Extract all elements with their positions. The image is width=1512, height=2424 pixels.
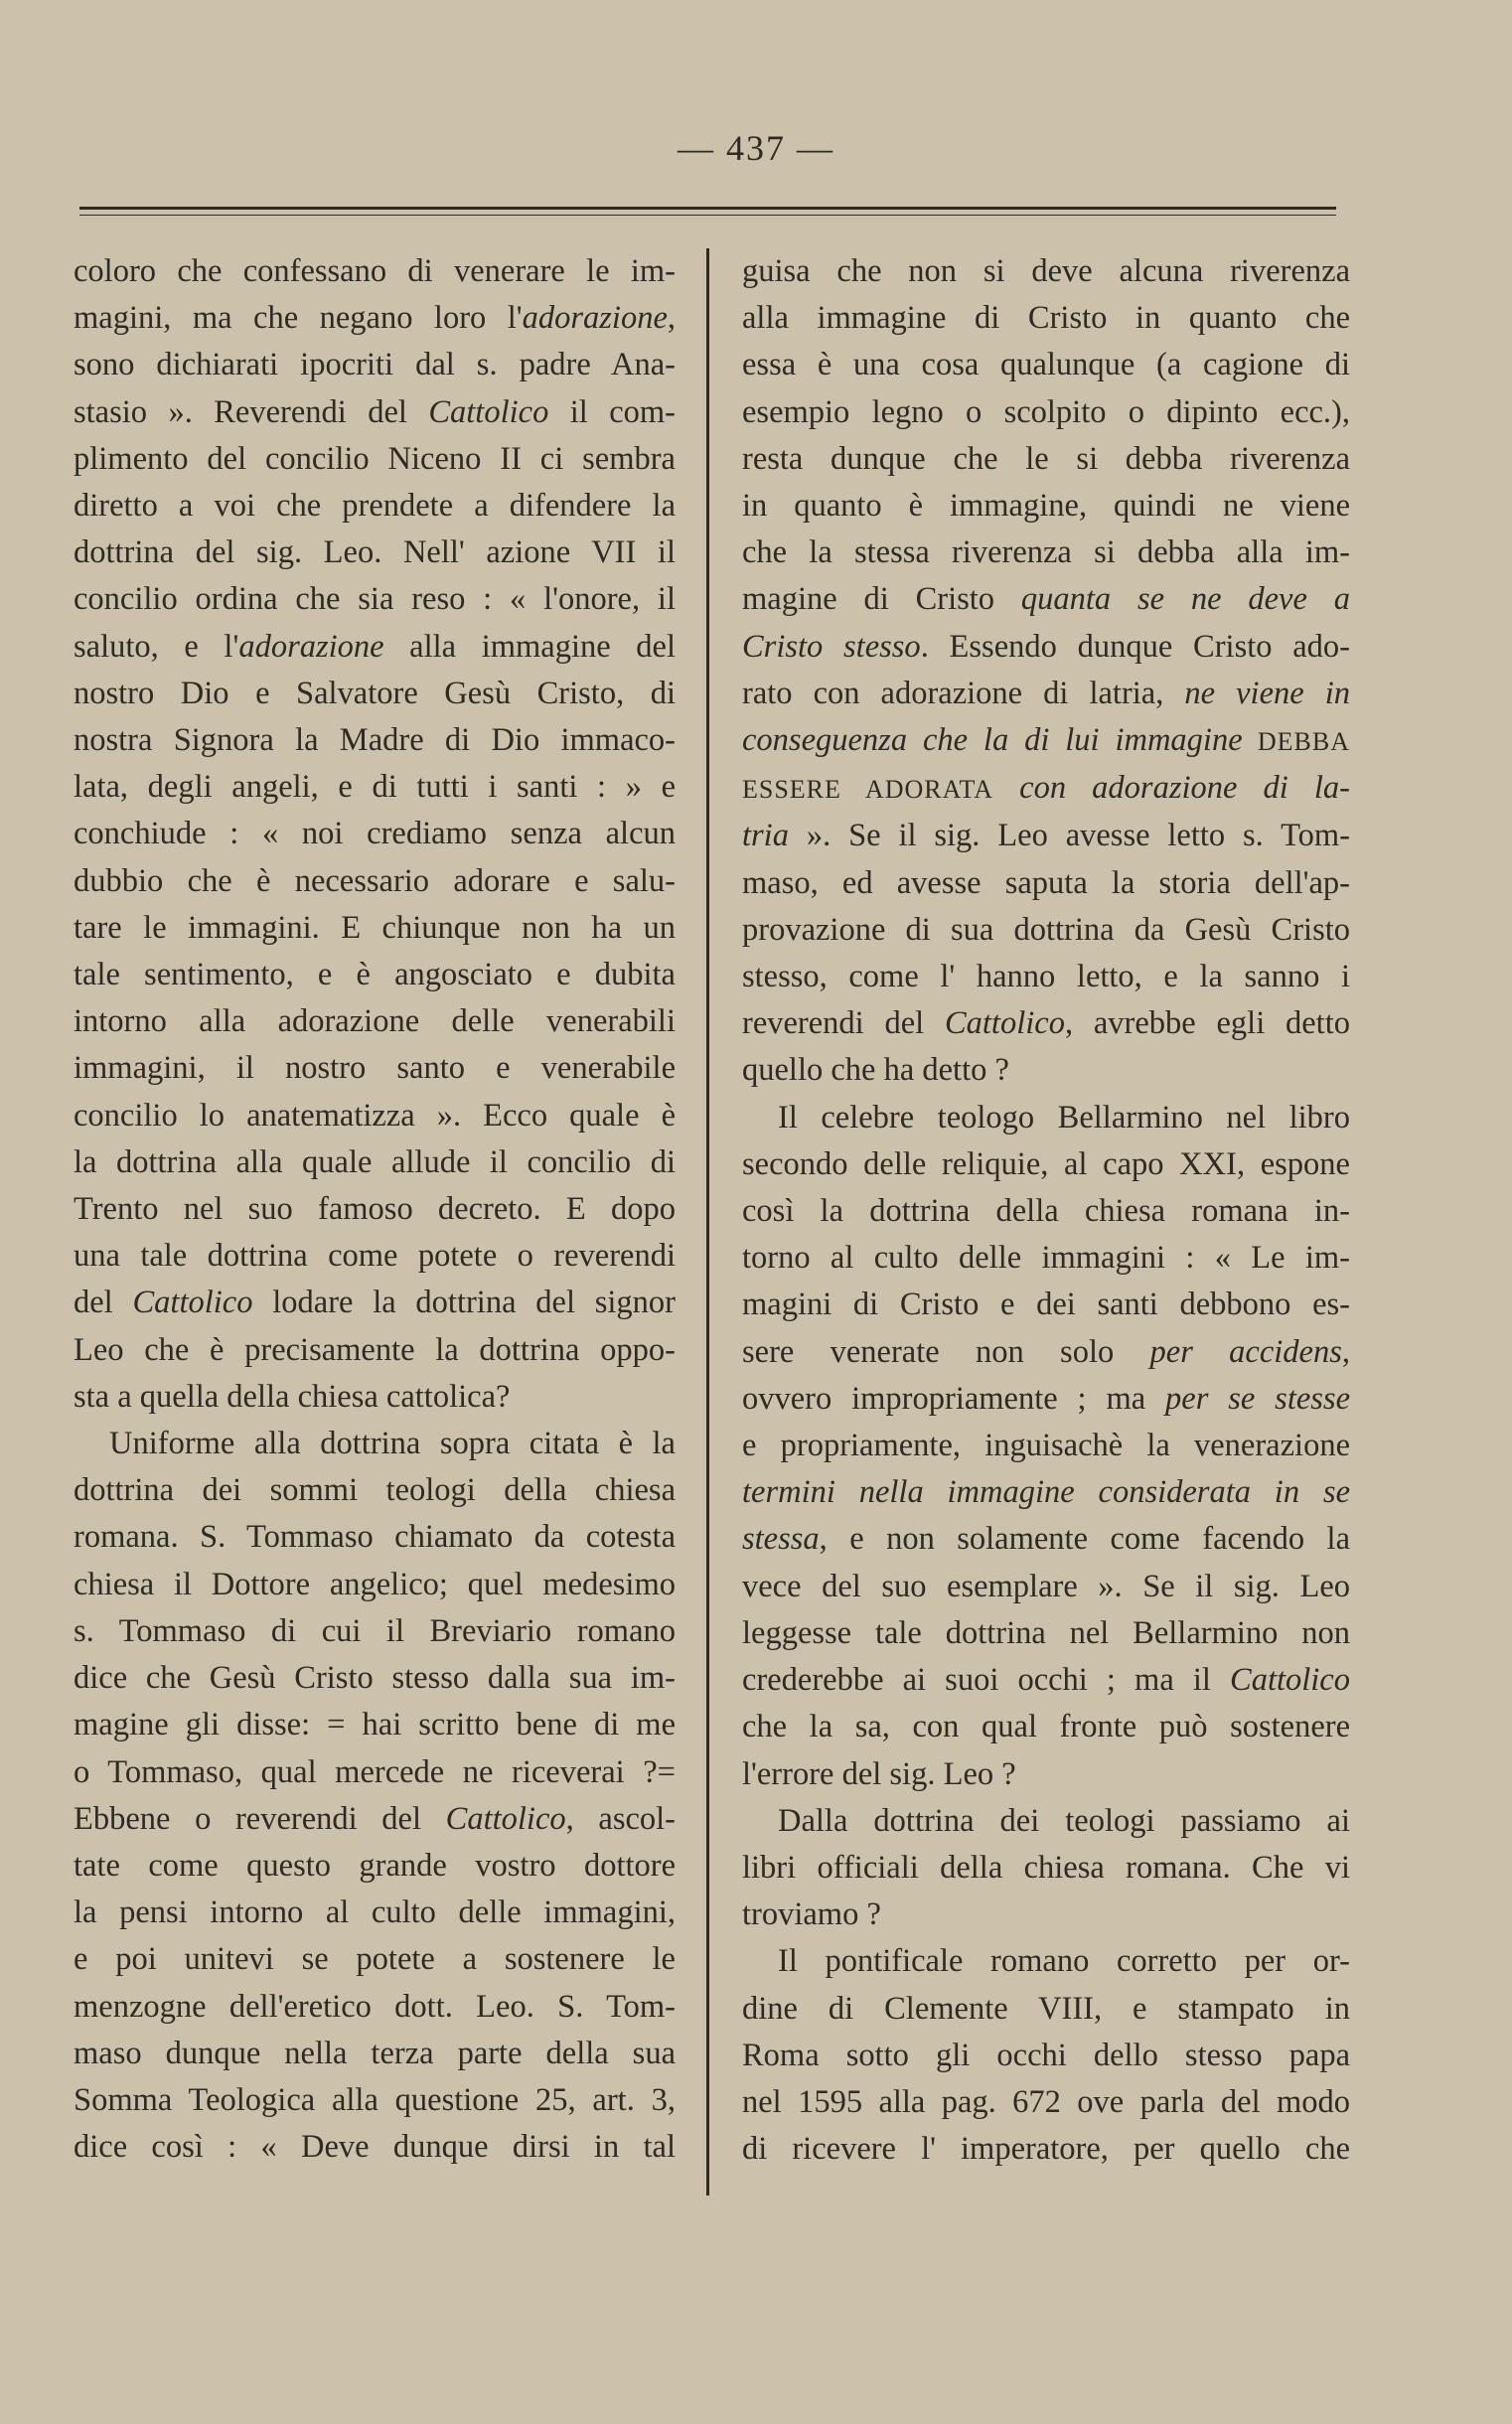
text-run: crederebbe ai suoi occhi ; ma il: [742, 1662, 1231, 1699]
text-run: nel 1595 alla pag. 672 ove parla del modo: [742, 2083, 1350, 2120]
italic-run: per se stesse: [1165, 1380, 1350, 1417]
text-run: Dalla dottrina dei teologi passiamo ai: [778, 1802, 1350, 1839]
right-column-line: [742, 1798, 1350, 1845]
text-run: lata, degli angeli, e di tutti i santi : » e: [74, 769, 676, 806]
text-run: e poi unitevi se potete a sostenere le: [74, 1941, 676, 1978]
left-column-line: [74, 1984, 676, 2031]
left-text-column: [74, 248, 676, 2171]
text-run: tare le immagini. E chiunque non ha un: [74, 909, 676, 946]
left-column-line: [74, 811, 676, 857]
text-run: , avrebbe egli detto: [1064, 1005, 1350, 1042]
text-run: rato con adorazione di latria,: [742, 675, 1185, 711]
page-number: — 437 —: [678, 128, 834, 168]
italic-run: Cristo stesso: [742, 628, 921, 665]
text-run: così la dottrina della chiesa romana in-: [742, 1193, 1350, 1230]
left-column-line: [74, 1421, 676, 1467]
text-run: tate come questo grande vostro dottore: [74, 1847, 676, 1884]
text-run: leggesse tale dottrina nel Bellarmino non: [742, 1614, 1350, 1651]
text-run: vece del suo esemplare ». Se il sig. Leo: [742, 1568, 1350, 1604]
left-column-line: [74, 1655, 676, 1702]
text-run: magine gli disse: = hai scritto bene di me: [74, 1707, 676, 1743]
left-column-line: [74, 624, 676, 671]
text-run: Uniforme alla dottrina sopra citata è la: [109, 1426, 676, 1462]
text-run: stesso, come l' hanno letto, e la sanno i: [742, 959, 1350, 995]
right-column-line: [742, 2126, 1350, 2173]
left-column-line: [74, 1936, 676, 1983]
text-run: del: [74, 1285, 133, 1321]
text-run: ,: [1341, 1333, 1350, 1370]
text-run: Il celebre teologo Bellarmino nel libro: [778, 1099, 1350, 1136]
left-column-line: [74, 764, 676, 811]
text-run: tale sentimento, e è angosciato e dubita: [74, 957, 676, 993]
text-run: e propriamente, inguisachè la venerazione: [742, 1428, 1350, 1464]
left-column-line: [74, 952, 676, 998]
text-run: troviamo ?: [742, 1896, 881, 1933]
italic-run: adorazione: [522, 300, 668, 337]
text-run: Leo che è precisamente la dottrina oppo-: [74, 1331, 676, 1368]
text-run: libri officiali della chiesa romana. Che vi: [742, 1849, 1350, 1886]
right-column-line: [742, 907, 1350, 954]
text-run: guisa che non si deve alcuna riverenza: [742, 253, 1350, 289]
right-column-line: [742, 671, 1350, 717]
text-run: dice che Gesù Cristo stesso dalla sua im-: [74, 1660, 676, 1697]
left-column-line: [74, 1562, 676, 1608]
right-column-line: [742, 1329, 1350, 1376]
text-run: in quanto è immagine, quindi ne viene: [742, 488, 1350, 525]
right-column-line: [742, 1000, 1350, 1047]
left-column-line: [74, 1890, 676, 1936]
text-run: dice così : « Deve dunque dirsi in tal: [74, 2129, 676, 2166]
right-column-line: [742, 389, 1350, 436]
italic-run: quanta se ne deve a: [1020, 581, 1350, 618]
right-column-line: [742, 1657, 1350, 1704]
text-run: la dottrina alla quale allude il concilio di: [74, 1143, 676, 1180]
italic-run: Cattolico: [944, 1005, 1065, 1042]
left-column-line: [74, 1374, 676, 1421]
right-column-line: [742, 295, 1350, 342]
text-run: che la sa, con qual fronte può sostenere: [742, 1709, 1350, 1745]
text-run: nostro Dio e Salvatore Gesù Cristo, di: [74, 675, 676, 711]
text-run: lodare la dottrina del signor: [252, 1285, 676, 1321]
right-column-line: [742, 813, 1350, 859]
left-column-line: [74, 1093, 676, 1139]
text-run: concilio lo anatematizza ». Ecco quale è: [74, 1097, 676, 1134]
left-column-line: [74, 2077, 676, 2124]
left-column-line: [74, 671, 676, 717]
italic-run: stessa: [742, 1521, 820, 1558]
header-rule: [79, 207, 1336, 210]
text-run: concilio ordina che sia reso : « l'onore, il: [74, 581, 676, 618]
text-run: Ebbene o reverendi del: [74, 1800, 446, 1837]
text-run: magine di Cristo: [742, 581, 1021, 618]
left-column-line: [74, 1843, 676, 1890]
left-column-line: [74, 1796, 676, 1843]
text-run: dine di Clemente VIII, e stampato in: [742, 1990, 1350, 2027]
right-column-line: [742, 1986, 1350, 2033]
right-column-line: [742, 530, 1350, 576]
text-run: conchiude : « noi crediamo senza alcun: [74, 816, 676, 852]
italic-run: per accidens: [1149, 1333, 1342, 1370]
text-run: resta dunque che le si debba riverenza: [742, 440, 1350, 477]
text-run: . Essendo dunque Cristo ado-: [920, 628, 1351, 665]
text-run: s. Tommaso di cui il Breviario romano: [74, 1612, 676, 1649]
text-run: maso dunque nella terza parte della sua: [74, 2035, 676, 2071]
text-run: reverendi del: [742, 1005, 945, 1042]
left-column-line: [74, 1514, 676, 1561]
text-run: che la stessa riverenza si debba alla im-: [742, 534, 1350, 571]
text-run: l'errore del sig. Leo ?: [742, 1755, 1016, 1792]
right-column-line: [742, 1423, 1350, 1469]
right-column-line: [742, 2079, 1350, 2126]
left-column-line: [74, 1608, 676, 1655]
italic-run: tria: [742, 818, 789, 854]
right-column-line: [742, 1376, 1350, 1423]
text-run: dottrina dei sommi teologi della chiesa: [74, 1472, 676, 1509]
text-run: romana. S. Tommaso chiamato da cotesta: [74, 1519, 676, 1556]
text-run: dottrina del sig. Leo. Nell' azione VII il: [74, 534, 676, 571]
small-caps-run: DEBBA: [1242, 727, 1350, 757]
right-column-line: [742, 248, 1350, 295]
text-run: , ascol-: [565, 1800, 677, 1837]
right-column-line: [742, 1845, 1350, 1892]
left-column-line: [74, 1045, 676, 1092]
left-column-line: [74, 342, 676, 388]
italic-run: con adorazione di la-: [993, 770, 1350, 807]
text-run: immagini, il nostro santo e venerabile: [74, 1050, 676, 1087]
left-column-line: [74, 483, 676, 530]
text-run: Somma Teologica alla questione 25, art. 3,: [74, 2081, 676, 2118]
right-column-line: [742, 342, 1350, 388]
text-run: ». Se il sig. Leo avesse letto s. Tom-: [788, 818, 1350, 854]
text-run: provazione di sua dottrina da Gesù Cristo: [742, 911, 1350, 948]
left-column-line: [74, 436, 676, 483]
right-column-line: [742, 1892, 1350, 1938]
text-run: chiesa il Dottore angelico; quel medesimo: [74, 1566, 676, 1602]
right-column-line: [742, 1141, 1350, 1188]
left-column-line: [74, 295, 676, 342]
italic-run: ne viene in: [1184, 675, 1351, 711]
small-caps-run: ESSERE ADORATA: [742, 775, 994, 805]
left-column-line: [74, 998, 676, 1045]
left-column-line: [74, 1233, 676, 1280]
italic-run: Cattolico: [428, 393, 549, 430]
right-column-line: [742, 483, 1350, 530]
left-column-line: [74, 576, 676, 623]
text-run: ,: [667, 300, 676, 337]
right-column-line: [742, 1704, 1350, 1750]
text-run: sere venerate non solo: [742, 1333, 1150, 1370]
text-run: o Tommaso, qual mercede ne riceverai ?=: [74, 1753, 676, 1790]
right-column-line: [742, 2033, 1350, 2079]
text-run: plimento del concilio Niceno II ci sembra: [74, 440, 676, 477]
text-run: maso, ed avesse saputa la storia dell'ap-: [742, 864, 1350, 901]
italic-run: Cattolico: [1230, 1662, 1350, 1699]
italic-run: conseguenza che la di lui immagine: [742, 722, 1243, 759]
text-run: stasio ». Reverendi del: [74, 393, 429, 430]
left-column-line: [74, 1467, 676, 1514]
left-column-line: [74, 1186, 676, 1233]
italic-run: Cattolico: [132, 1285, 253, 1321]
right-column-line: [742, 436, 1350, 483]
right-column-line: [742, 1938, 1350, 1985]
right-column-line: [742, 1469, 1350, 1516]
text-run: Trento nel suo famoso decreto. E dopo: [74, 1191, 676, 1228]
left-column-line: [74, 389, 676, 436]
text-run: ovvero impropriamente ; ma: [742, 1380, 1166, 1417]
right-column-line: [742, 1047, 1350, 1094]
italic-run: termini nella immagine considerata in se: [742, 1474, 1350, 1511]
left-column-line: [74, 858, 676, 905]
italic-run: Cattolico: [445, 1800, 566, 1837]
text-run: nostra Signora la Madre di Dio immaco-: [74, 722, 676, 759]
right-column-line: [742, 954, 1350, 1000]
right-column-line: [742, 860, 1350, 907]
right-column-line: [742, 1095, 1350, 1141]
text-run: alla immagine del: [383, 628, 676, 665]
text-run: essa è una cosa qualunque (a cagione di: [742, 347, 1350, 383]
text-run: Roma sotto gli occhi dello stesso papa: [742, 2037, 1350, 2073]
text-run: magini, ma che negano loro l': [74, 300, 523, 337]
left-column-line: [74, 2031, 676, 2077]
text-run: secondo delle reliquie, al capo XXI, espone: [742, 1145, 1350, 1182]
text-run: una tale dottrina come potete o reverendi: [74, 1238, 676, 1275]
italic-run: adorazione: [238, 628, 384, 665]
right-column-line: [742, 1610, 1350, 1657]
left-column-line: [74, 1327, 676, 1374]
text-run: , e non solamente come facendo la: [819, 1521, 1350, 1558]
left-column-line: [74, 1702, 676, 1748]
text-run: dubbio che è necessario adorare e salu-: [74, 862, 676, 899]
column-divider: [706, 248, 709, 2196]
right-text-column: [742, 248, 1350, 2173]
text-run: Il pontificale romano corretto per or-: [778, 1943, 1350, 1980]
text-run: di ricevere l' imperatore, per quello che: [742, 2131, 1350, 2168]
right-column-line: [742, 765, 1350, 813]
right-column-line: [742, 1188, 1350, 1235]
left-column-line: [74, 530, 676, 576]
text-run: intorno alla adorazione delle venerabili: [74, 1003, 676, 1040]
right-column-line: [742, 1516, 1350, 1563]
text-run: diretto a voi che prendete a difendere la: [74, 488, 676, 525]
text-run: sono dichiarati ipocriti dal s. padre Ana-: [74, 347, 676, 383]
left-column-line: [74, 1280, 676, 1326]
text-run: saluto, e l': [74, 628, 239, 665]
text-run: coloro che confessano di venerare le im-: [74, 253, 676, 289]
text-run: magini di Cristo e dei santi debbono es-: [742, 1287, 1350, 1323]
text-run: il com-: [548, 393, 676, 430]
left-column-line: [74, 248, 676, 295]
text-run: sta a quella della chiesa cattolica?: [74, 1378, 511, 1415]
right-column-line: [742, 1751, 1350, 1798]
right-column-line: [742, 1235, 1350, 1282]
text-run: torno al culto delle immagini : « Le im-: [742, 1240, 1350, 1277]
text-run: alla immagine di Cristo in quanto che: [742, 300, 1350, 337]
left-column-line: [74, 717, 676, 764]
text-run: la pensi intorno al culto delle immagini,: [74, 1894, 676, 1931]
text-run: quello che ha detto ?: [742, 1052, 1009, 1089]
left-column-line: [74, 1139, 676, 1186]
header-rule-thin: [79, 215, 1336, 216]
right-column-line: [742, 624, 1350, 671]
right-column-line: [742, 717, 1350, 765]
right-column-line: [742, 1564, 1350, 1610]
text-run: menzogne dell'eretico dott. Leo. S. Tom-: [74, 1988, 676, 2025]
right-column-line: [742, 576, 1350, 623]
left-column-line: [74, 1749, 676, 1796]
text-run: esempio legno o scolpito o dipinto ecc.),: [742, 393, 1350, 430]
left-column-line: [74, 905, 676, 952]
left-column-line: [74, 2124, 676, 2171]
right-column-line: [742, 1282, 1350, 1328]
